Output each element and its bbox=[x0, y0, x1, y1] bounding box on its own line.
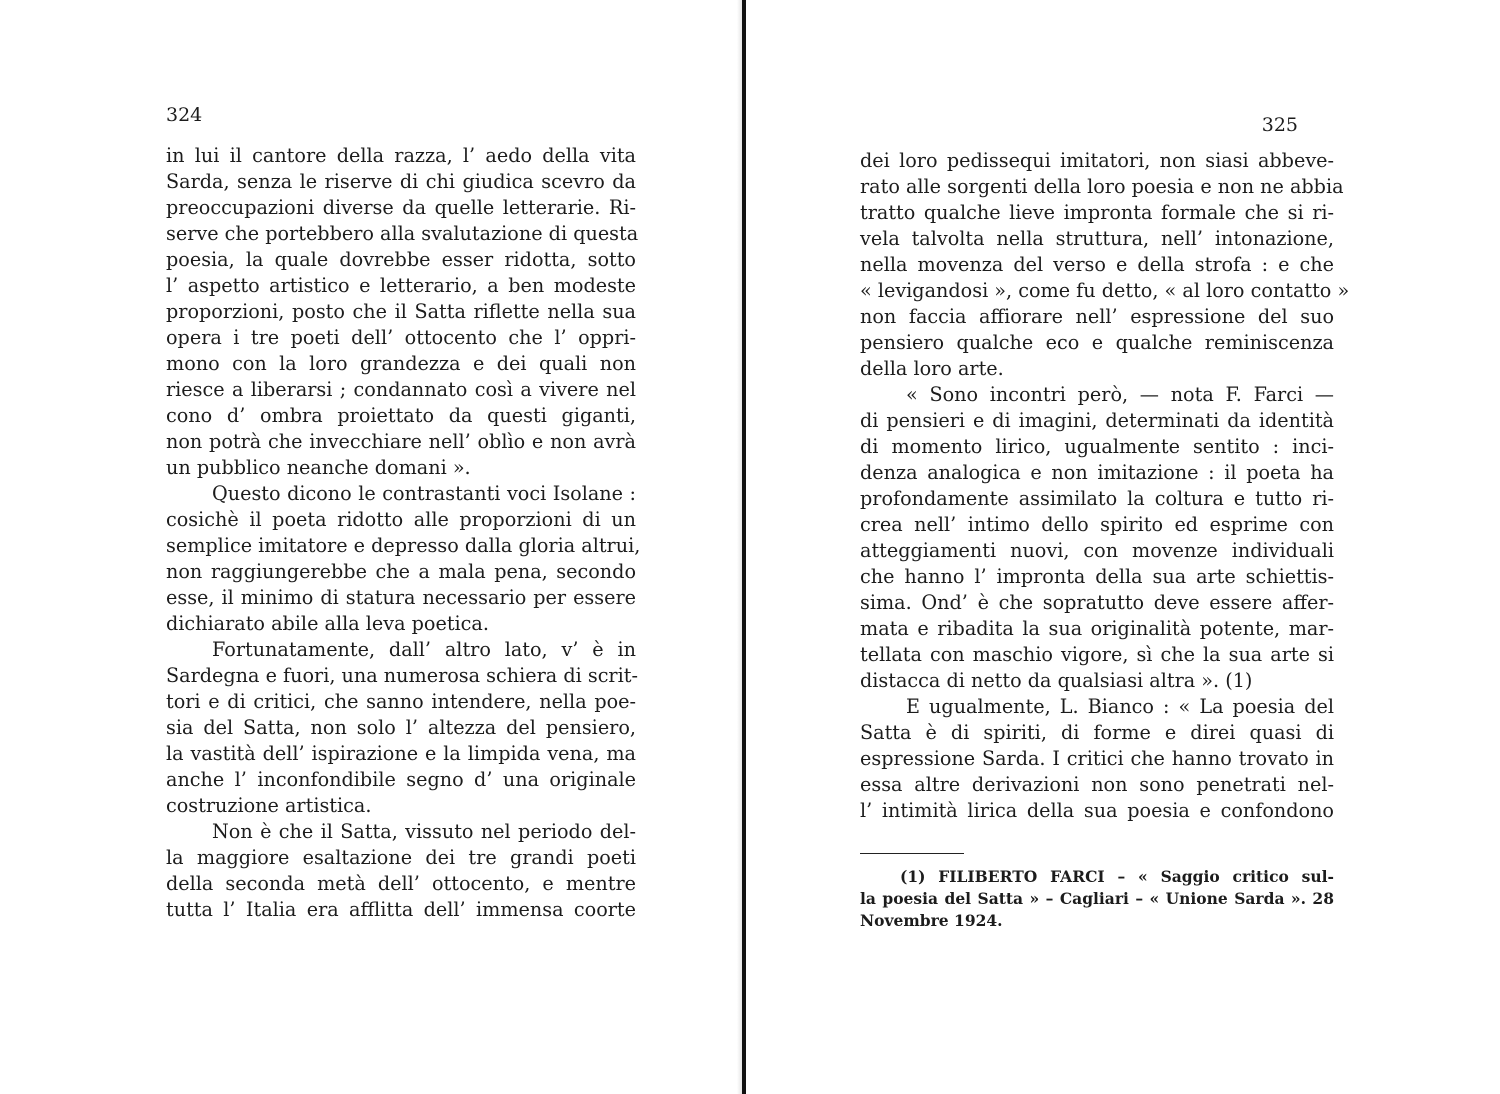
text-line: Sarda, senza le riserve di chi giudica scevro da bbox=[166, 170, 636, 193]
text-line: nella movenza del verso e della strofa : e che bbox=[860, 253, 1334, 276]
text-line: mata e ribadita la sua originalità potente, mar- bbox=[860, 617, 1334, 640]
text-line: esse, il minimo di statura necessario per essere bbox=[166, 586, 636, 609]
left-page bbox=[0, 0, 742, 1094]
text-line: distacca di netto da qualsiasi altra ». (1) bbox=[860, 669, 1253, 692]
text-line: tori e di critici, che sanno intendere, nella poe- bbox=[166, 690, 636, 713]
page-number-right-label: 325 bbox=[1261, 114, 1298, 136]
right-page-text bbox=[860, 148, 1350, 824]
text-line: tutta l’ Italia era afflitta dell’ immensa coorte bbox=[166, 898, 636, 921]
text-line: dei loro pedissequi imitatori, non siasi abbeve- bbox=[860, 149, 1334, 172]
text-line: Satta è di spiriti, di forme e direi quasi di bbox=[860, 721, 1334, 744]
text-line: l’ intimità lirica della sua poesia e confondono bbox=[860, 799, 1334, 822]
text-line: la vastità dell’ ispirazione e la limpida vena, ma bbox=[166, 742, 636, 765]
text-line: semplice imitatore e depresso dalla gloria altrui, bbox=[166, 534, 641, 557]
text-line: di momento lirico, ugualmente sentito : inci- bbox=[860, 435, 1334, 458]
text-line: che hanno l’ impronta della sua arte schiettis- bbox=[860, 565, 1334, 588]
text-line: Non è che il Satta, vissuto nel periodo del- bbox=[212, 820, 636, 843]
text-line: cosichè il poeta ridotto alle proporzioni di un bbox=[166, 508, 636, 531]
text-line: tellata con maschio vigore, sì che la sua arte si bbox=[860, 643, 1334, 666]
footnote-line: Novembre 1924. bbox=[860, 911, 1003, 930]
text-line: dichiarato abile alla leva poetica. bbox=[166, 612, 489, 635]
text-line: l’ aspetto artistico e letterario, a ben modeste bbox=[166, 274, 636, 297]
text-line: costruzione artistica. bbox=[166, 794, 372, 817]
footnote-line: la poesia del Satta » – Cagliari – « Unione Sarda ». 28 bbox=[860, 889, 1334, 908]
text-line: poesia, la quale dovrebbe esser ridotta, sotto bbox=[166, 248, 636, 271]
text-line: opera i tre poeti dell’ ottocento che l’ oppri- bbox=[166, 326, 636, 349]
text-line: non raggiungerebbe che a mala pena, secondo bbox=[166, 560, 636, 583]
text-line: serve che portebbero alla svalutazione di questa bbox=[166, 222, 639, 245]
text-line: atteggiamenti nuovi, con movenze individuali bbox=[860, 539, 1334, 562]
text-line: espressione Sarda. I critici che hanno trovato in bbox=[860, 747, 1334, 770]
text-line: riesce a liberarsi ; condannato così a vivere nel bbox=[166, 378, 636, 401]
text-line: preoccupazioni diverse da quelle letterarie. Ri- bbox=[166, 196, 636, 219]
text-line: Sardegna e fuori, una numerosa schiera di scrit- bbox=[166, 664, 638, 687]
text-line: Questo dicono le contrastanti voci Isolane : bbox=[212, 482, 636, 505]
text-line: crea nell’ intimo dello spirito ed esprime con bbox=[860, 513, 1334, 536]
text-line: tratto qualche lieve impronta formale che si ri- bbox=[860, 201, 1334, 224]
text-line: mono con la loro grandezza e dei quali non bbox=[166, 352, 636, 375]
text-line: pensiero qualche eco e qualche reminiscenza bbox=[860, 331, 1334, 354]
text-line: sima. Ond’ è che sopratutto deve essere affer- bbox=[860, 591, 1334, 614]
left-page-text bbox=[166, 143, 641, 923]
text-line: la maggiore esaltazione dei tre grandi poeti bbox=[166, 846, 636, 869]
text-line: sia del Satta, non solo l’ altezza del pensiero, bbox=[166, 716, 636, 739]
text-line: essa altre derivazioni non sono penetrati nel- bbox=[860, 773, 1334, 796]
text-line: cono d’ ombra proiettato da questi giganti, bbox=[166, 404, 636, 427]
text-line: vela talvolta nella struttura, nell’ intonazione, bbox=[860, 227, 1334, 250]
text-line: « Sono incontri però, — nota F. Farci — bbox=[906, 383, 1334, 406]
book-gutter bbox=[742, 0, 746, 1094]
text-line: in lui il cantore della razza, l’ aedo della vita bbox=[166, 144, 636, 167]
footnote-line: (1) FILIBERTO FARCI – « Saggio critico sul- bbox=[900, 867, 1334, 886]
text-line: della loro arte. bbox=[860, 357, 1004, 380]
text-line: non faccia affiorare nell’ espressione del suo bbox=[860, 305, 1334, 328]
text-line: non potrà che invecchiare nell’ oblìo e non avrà bbox=[166, 430, 636, 453]
text-line: « levigandosi », come fu detto, « al loro contatto » bbox=[860, 279, 1350, 302]
text-line: rato alle sorgenti della loro poesia e non ne abbia bbox=[860, 175, 1344, 198]
text-line: proporzioni, posto che il Satta riflette nella sua bbox=[166, 300, 636, 323]
footnote-separator bbox=[860, 853, 964, 854]
text-line: denza analogica e non imitazione : il poeta ha bbox=[860, 461, 1334, 484]
text-line: profondamente assimilato la coltura e tutto ri- bbox=[860, 487, 1334, 510]
text-line: di pensieri e di imagini, determinati da identità bbox=[860, 409, 1334, 432]
page-number-left: 324 bbox=[166, 104, 203, 126]
text-line: della seconda metà dell’ ottocento, e mentre bbox=[166, 872, 636, 895]
right-page bbox=[748, 0, 1500, 1094]
footnote bbox=[860, 866, 1334, 932]
text-line: Fortunatamente, dall’ altro lato, v’ è in bbox=[212, 638, 636, 661]
text-line: E ugualmente, L. Bianco : « La poesia del bbox=[906, 695, 1334, 718]
text-line: un pubblico neanche domani ». bbox=[166, 456, 471, 479]
text-line: anche l’ inconfondibile segno d’ una originale bbox=[166, 768, 636, 791]
